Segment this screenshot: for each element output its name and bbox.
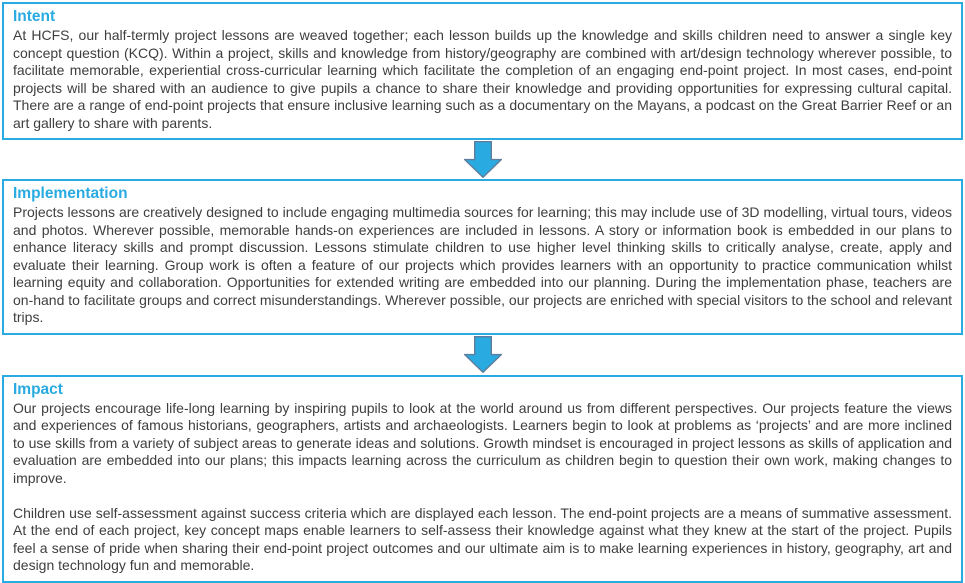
intent-heading: Intent (13, 8, 56, 25)
implementation-heading: Implementation (13, 185, 128, 202)
impact-section (2, 375, 963, 583)
intent-section (2, 2, 963, 140)
impact-heading: Impact (13, 380, 63, 398)
implementation-paragraph: Projects lessons are creatively designed to include engaging multimedia sources for learning; this may include use of 3D modelling, virtual tours, videos and photos. Wherever possible, memorable hands-on experiences are included in lessons. A story or information book is embedded in our plans to enhance literacy skills and prompt discussion. Lessons stimulate children to use higher level thinking skills to critically analyse, create, apply and evaluate their learning. Group work is often a feature of our projects which provides learners with an opportunity to practice communication whilst learning equity and collaboration. Opportunities for extended writing are embedded into our planning. During the implementation phase, teachers are on-hand to facilitate groups and correct misunderstandings. Wherever possible, our projects are enriched with special visitors to the school and relevant trips. (13, 204, 952, 325)
implementation-section (2, 179, 963, 335)
down-arrow-icon (464, 336, 502, 373)
down-arrow-icon (464, 141, 502, 178)
impact-paragraph-1: Our projects encourage life-long learning by inspiring pupils to look at the world around us from different perspectives. Our projects feature the views and experiences of famous historians, geographers, artists and archaeologists. Learners begin to look at problems as ‘projects’ and are more inclined to use skills from a variety of subject areas to generate ideas and solutions. Growth mindset is encouraged in project lessons as skills of application and evaluation are embedded into our plans; this impacts learning across the curriculum as children begin to question their own work, making changes to improve. (13, 399, 952, 486)
connector-intent-to-implementation (0, 140, 965, 179)
connector-implementation-to-impact (0, 335, 965, 375)
impact-paragraph-2: Children use self-assessment against success criteria which are displayed each lesson. The end-point projects are a means of summative assessment. At the end of each project, key concept maps enable learners to self-assess their knowledge against what they knew at the start of the project. Pupils feel a sense of pride when sharing their end-point project outcomes and our ultimate aim is to make learning experiences in history, geography, art and design technology fun and memorable. (13, 504, 952, 573)
intent-paragraph: At HCFS, our half-termly project lessons are weaved together; each lesson builds up the knowledge and skills children need to answer a single key concept question (KCQ). Within a project, skills and knowledge from history/geography are combined with art/design technology wherever possible, to facilitate memorable, experiential cross-curricular learning which facilitate the completion of an engaging end-point project. In most cases, end-point projects will be shared with an audience to give pupils a chance to share their knowledge and providing opportunities for expressing cultural capital. There are a range of end-point projects that ensure inclusive learning such as a documentary on the Mayans, a podcast on the Great Barrier Reef or an art gallery to share with parents. (13, 27, 952, 131)
